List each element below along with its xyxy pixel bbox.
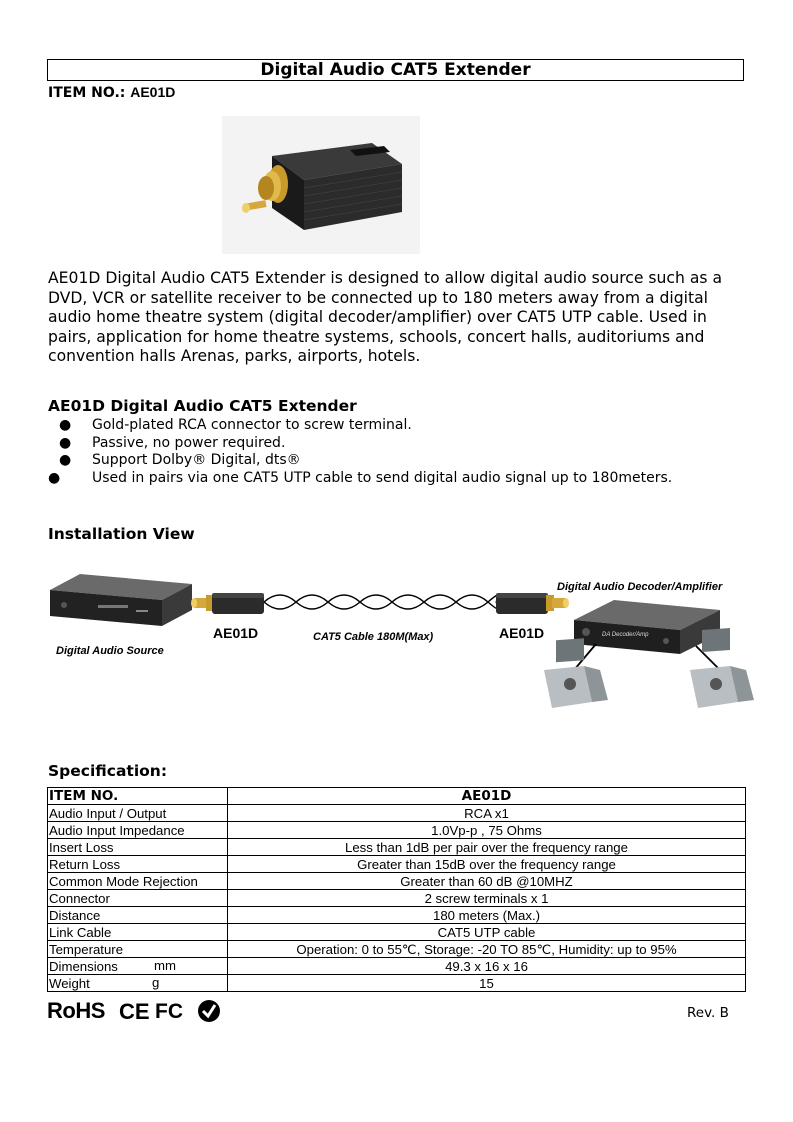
- item-number: [48, 84, 175, 101]
- bullet-icon: ●: [59, 452, 72, 468]
- specification-title: Specification:: [48, 762, 168, 780]
- spec-label: Insert Loss: [48, 839, 228, 856]
- left-extender-icon: [191, 593, 264, 614]
- product-description: AE01D Digital Audio CAT5 Extender is designed to allow digital audio source such as a DVD, VCR or satellite receiver to be connected up to 180 meters away from a digital audio home theatre system (digital decoder/amplifier) over CAT5 UTP cable. Used in pairs, application for home theatre systems, schools, concert halls, auditoriums and convention halls Arenas, parks, airports, hotels.: [48, 269, 723, 366]
- header-cell: ITEM NO.: [48, 788, 228, 805]
- svg-text:FC: FC: [155, 1000, 183, 1023]
- list-item: [48, 452, 748, 470]
- bullet-icon: ●: [59, 417, 72, 433]
- feature-text: Support Dolby® Digital, dts®: [92, 452, 301, 468]
- table-row: [48, 856, 746, 873]
- spec-label: Connector: [48, 890, 228, 907]
- right-extender-icon: [496, 593, 569, 614]
- bullet-icon: ●: [59, 434, 72, 451]
- spec-unit: mm: [154, 958, 176, 973]
- c-tick-mark-icon: [198, 1000, 220, 1022]
- spec-value: Greater than 15dB over the frequency range: [228, 856, 746, 873]
- dvd-player-icon: [50, 574, 192, 626]
- rohs-logo-icon: [47, 998, 105, 1023]
- features-title: AE01D Digital Audio CAT5 Extender: [48, 397, 357, 415]
- source-label: Digital Audio Source: [56, 645, 164, 657]
- spec-label-cell: [48, 975, 228, 992]
- left-speaker-icon: [544, 638, 608, 708]
- list-item: [48, 417, 748, 435]
- spec-label: Return Loss: [48, 856, 228, 873]
- table-row: [48, 907, 746, 924]
- svg-text:RoHS: RoHS: [47, 998, 105, 1023]
- bullet-icon: ●: [48, 469, 61, 486]
- cable-label: CAT5 Cable 180M(Max): [313, 631, 434, 643]
- cat5-cable-icon: [264, 595, 499, 609]
- fcc-mark-icon: [155, 1000, 183, 1023]
- spec-label-cell: [48, 958, 228, 975]
- table-row: [48, 975, 746, 992]
- spec-unit: g: [152, 975, 160, 990]
- table-row: [48, 941, 746, 958]
- spec-value: Less than 1dB per pair over the frequency range: [228, 839, 746, 856]
- table-row: [48, 805, 746, 822]
- installation-title: Installation View: [48, 525, 195, 543]
- feature-text: Used in pairs via one CAT5 UTP cable to send digital audio signal up to 180meters.: [92, 469, 673, 486]
- table-row: [48, 890, 746, 907]
- spec-label: Audio Input Impedance: [48, 822, 228, 839]
- spec-label: Distance: [48, 907, 228, 924]
- decoder-panel-label: DA Decoder/Amp: [602, 632, 649, 638]
- table-row: [48, 873, 746, 890]
- item-number-value: AE01D: [130, 84, 176, 100]
- svg-text:CE: CE: [119, 999, 150, 1024]
- item-number-label: ITEM NO.:: [48, 85, 126, 101]
- compliance-logos: [47, 998, 227, 1024]
- spec-value: 49.3 x 16 x 16: [228, 958, 746, 975]
- header-cell: AE01D: [228, 788, 746, 805]
- spec-label: Audio Input / Output: [48, 805, 228, 822]
- installation-diagram: [44, 562, 754, 712]
- specification-table: [47, 787, 746, 992]
- spec-label: Weight: [49, 975, 90, 991]
- left-unit-label: AE01D: [213, 625, 259, 641]
- features-list: [48, 417, 748, 487]
- spec-value: 180 meters (Max.): [228, 907, 746, 924]
- table-row: [48, 822, 746, 839]
- spec-label: Temperature: [48, 941, 228, 958]
- spec-label: Link Cable: [48, 924, 228, 941]
- spec-label: Common Mode Rejection: [48, 873, 228, 890]
- revision-label: Rev. B: [687, 1005, 729, 1021]
- right-unit-label: AE01D: [499, 625, 545, 641]
- spec-value: 1.0Vp-p , 75 Ohms: [228, 822, 746, 839]
- table-row: [48, 839, 746, 856]
- ce-mark-icon: [119, 999, 150, 1024]
- spec-value: CAT5 UTP cable: [228, 924, 746, 941]
- document-title: Digital Audio CAT5 Extender: [47, 59, 744, 81]
- spec-value: RCA x1: [228, 805, 746, 822]
- spec-value: 15: [228, 975, 746, 992]
- spec-value: Operation: 0 to 55℃, Storage: -20 TO 85℃, Humidity: up to 95%: [228, 941, 746, 958]
- table-header-row: [48, 788, 746, 805]
- decoder-label: Digital Audio Decoder/Amplifier: [557, 581, 723, 593]
- product-photo: [222, 116, 420, 254]
- list-item: [48, 470, 748, 488]
- feature-text: Passive, no power required.: [92, 434, 286, 451]
- list-item: [48, 435, 748, 453]
- spec-value: 2 screw terminals x 1: [228, 890, 746, 907]
- table-row: [48, 924, 746, 941]
- spec-label: Dimensions: [49, 958, 118, 974]
- decoder-amplifier-icon: [574, 600, 720, 654]
- spec-value: Greater than 60 dB @10MHZ: [228, 873, 746, 890]
- feature-text: Gold-plated RCA connector to screw terminal.: [92, 417, 412, 433]
- table-row: [48, 958, 746, 975]
